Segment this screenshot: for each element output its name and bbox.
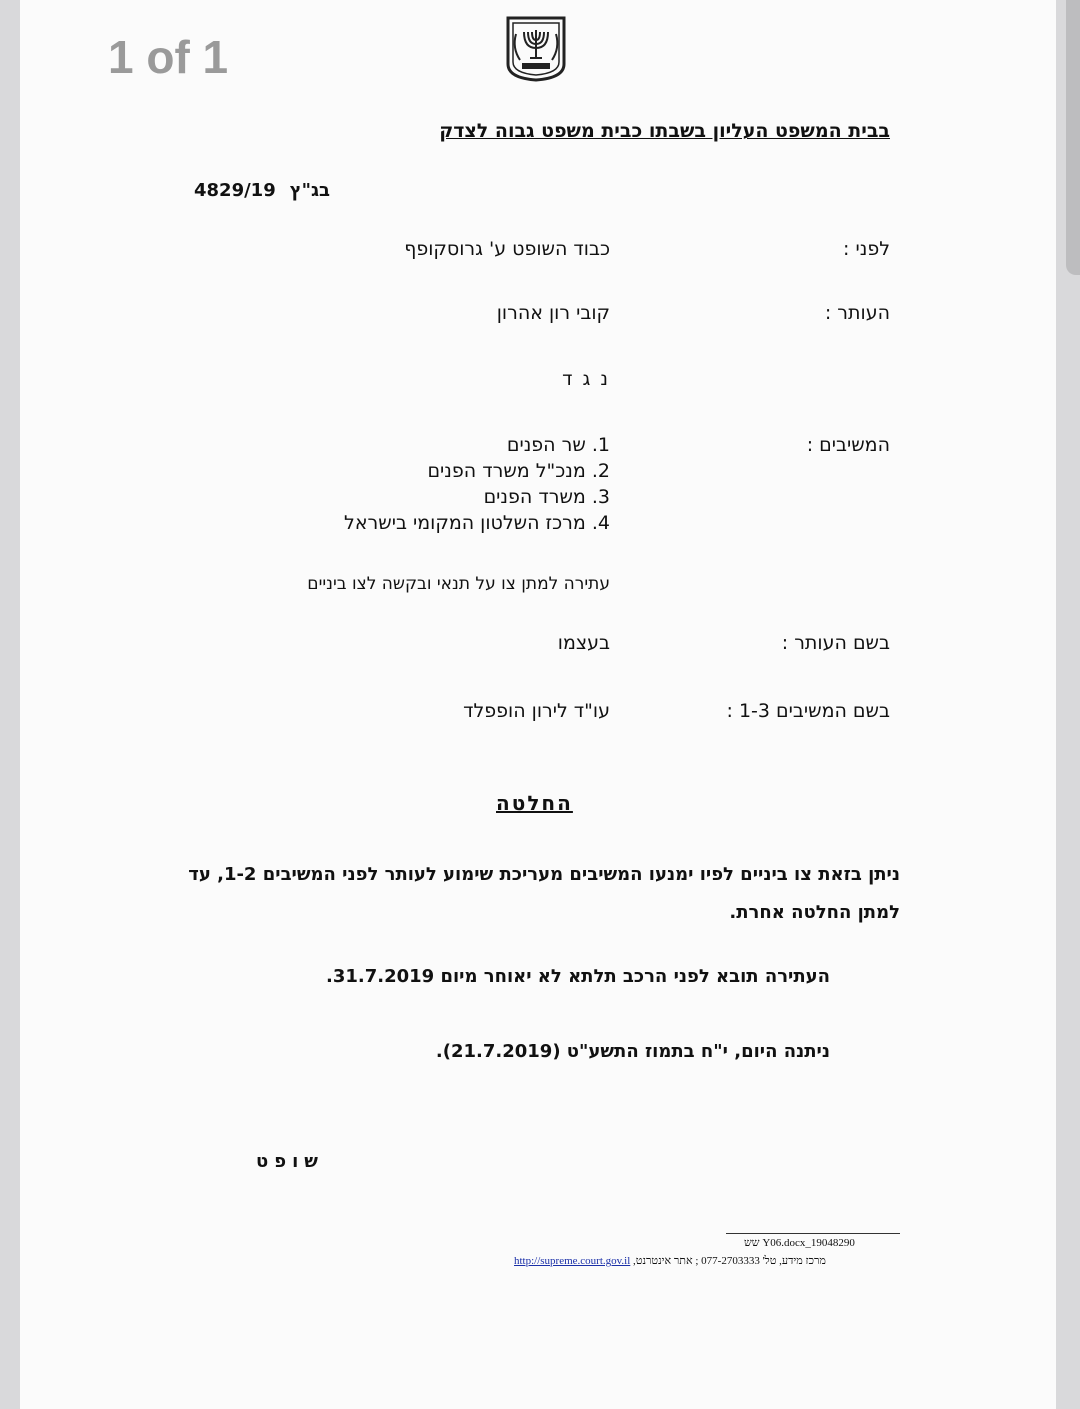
list-item: 3. משרד הפנים	[483, 486, 610, 508]
petitioner-value: קובי רון אהרון	[496, 302, 610, 324]
decision-date: ניתנה היום, י"ח בתמוז התשע"ט (21.7.2019).	[435, 1041, 830, 1062]
petition-subject: עתירה למתן צו על תנאי ובקשה לצו ביניים	[307, 574, 610, 594]
list-item: 2. מנכ"ל משרד הפנים	[427, 460, 610, 482]
petitioner-label: העותר :	[824, 302, 890, 324]
respondents-label: המשיבים :	[806, 434, 890, 456]
for-respondents-value: עו"ד לירון הופפלד	[463, 700, 610, 722]
scrollbar-edge[interactable]	[1066, 0, 1080, 275]
decision-paragraph: העתירה תובא לפני הרכב תלתא לא יאוחר מיום 31.7.2019.	[325, 966, 830, 987]
case-number	[180, 180, 330, 201]
judge-signature: שופט	[256, 1151, 324, 1172]
versus-text: נ ג ד	[562, 368, 610, 390]
case-number-value: 4829/19	[194, 180, 276, 201]
before-label: לפני :	[843, 238, 890, 260]
decision-paragraph: ניתן בזאת צו ביניים לפיו ימנעו המשיבים מעריכת שימוע לעותר לפני המשיבים 1-2, עד למתן החלטה אחרת.	[188, 864, 900, 923]
footer-file: 19048290_Y06.docx שש	[744, 1237, 855, 1249]
list-item: 1. שר הפנים	[506, 434, 610, 456]
footer-divider	[726, 1233, 900, 1234]
footer-info	[514, 1255, 826, 1267]
before-value: כבוד השופט ע' גרוסקופף	[404, 238, 610, 260]
for-petitioner-label: בשם העותר :	[781, 632, 890, 654]
document-page	[20, 0, 1056, 1409]
for-respondents-label: בשם המשיבים 1-3 :	[726, 700, 890, 722]
footer-link[interactable]: http://supreme.court.gov.il	[514, 1255, 631, 1267]
court-heading: בבית המשפט העליון בשבתו כבית משפט גבוה לצדק	[439, 120, 890, 142]
footer-info-text: מרכז מידע, טל' 077-2703333 ; אתר אינטרנט,	[633, 1255, 826, 1267]
for-petitioner-value: בעצמו	[557, 632, 610, 654]
page-counter: 1 of 1	[108, 31, 229, 83]
list-item: 4. מרכז השלטון המקומי בישראל	[344, 512, 610, 534]
state-emblem-menorah-icon	[504, 14, 568, 82]
respondents-list	[344, 432, 610, 536]
case-prefix: בג"ץ	[289, 180, 331, 201]
decision-title: החלטה	[496, 791, 573, 815]
